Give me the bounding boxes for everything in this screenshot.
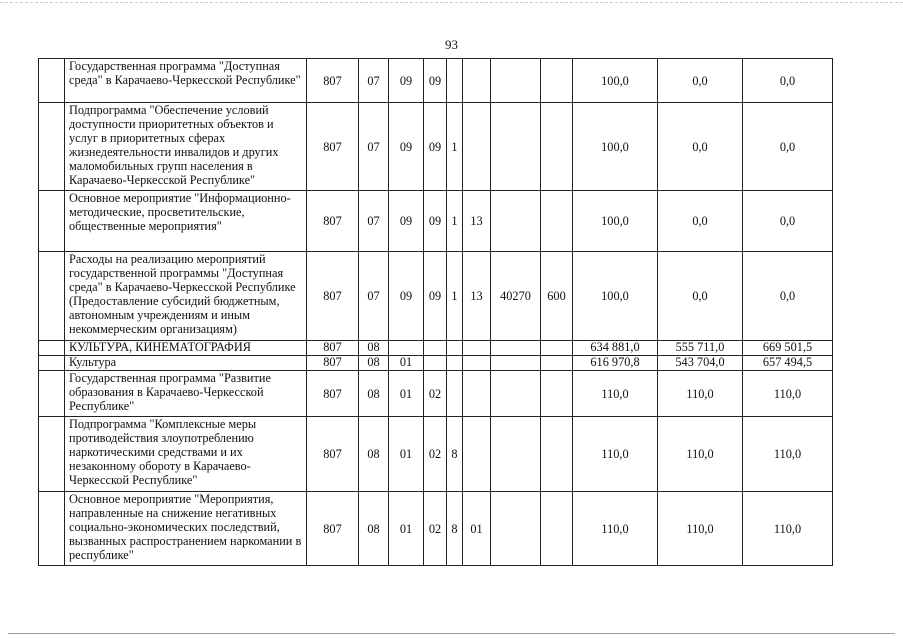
amount-year-3: 110,0 [743, 492, 833, 566]
program-code [424, 341, 447, 356]
subprogram-code [447, 59, 463, 103]
amount-year-2: 0,0 [658, 252, 743, 341]
amount-year-3: 0,0 [743, 252, 833, 341]
program-code: 02 [424, 371, 447, 417]
activity-code [463, 341, 491, 356]
subprogram-code: 1 [447, 252, 463, 341]
expense-direction-code [491, 356, 541, 371]
expense-direction-code [491, 492, 541, 566]
ministry-code: 807 [307, 103, 359, 191]
table-row [39, 341, 833, 356]
expense-type-code [541, 103, 573, 191]
section-code: 07 [359, 59, 389, 103]
subprogram-code: 1 [447, 191, 463, 252]
activity-code: 13 [463, 252, 491, 341]
table-row [39, 252, 833, 341]
amount-year-1: 634 881,0 [573, 341, 658, 356]
page-top-edge [0, 2, 903, 3]
subsection-code: 09 [389, 191, 424, 252]
item-name: Подпрограмма "Обеспечение условий доступности приоритетных объектов и услуг в приоритетных сферах жизнедеятельности инвалидов и других маломобильных групп населения в Карачаево-Черкесской Республике" [65, 103, 307, 191]
page-number: 93 [445, 37, 458, 52]
amount-year-2: 110,0 [658, 417, 743, 492]
row-index-cell [39, 191, 65, 252]
item-name: Подпрограмма "Комплексные меры противодействия злоупотреблению наркотическими средствами и их незаконному обороту в Карачаево-Черкесской Республике" [65, 417, 307, 492]
amount-year-3: 0,0 [743, 191, 833, 252]
table-row [39, 356, 833, 371]
ministry-code: 807 [307, 356, 359, 371]
amount-year-1: 100,0 [573, 191, 658, 252]
section-code: 08 [359, 371, 389, 417]
amount-year-2: 110,0 [658, 371, 743, 417]
program-code: 02 [424, 492, 447, 566]
subprogram-code: 8 [447, 492, 463, 566]
subsection-code: 01 [389, 492, 424, 566]
expense-direction-code [491, 417, 541, 492]
expense-type-code [541, 191, 573, 252]
expense-direction-code [491, 341, 541, 356]
amount-year-3: 0,0 [743, 59, 833, 103]
subsection-code: 01 [389, 356, 424, 371]
amount-year-1: 110,0 [573, 492, 658, 566]
item-name: Культура [65, 356, 307, 371]
subprogram-code [447, 356, 463, 371]
activity-code: 13 [463, 191, 491, 252]
program-code [424, 356, 447, 371]
item-name: Расходы на реализацию мероприятий государственной программы "Доступная среда" в Карачаево-Черкесской Республике (Предоставление субсидий бюджетным, автономным учреждениям и иным некоммерческим организациям) [65, 252, 307, 341]
expense-direction-code [491, 103, 541, 191]
program-code: 02 [424, 417, 447, 492]
expense-type-code [541, 356, 573, 371]
row-index-cell [39, 59, 65, 103]
row-index-cell [39, 492, 65, 566]
row-index-cell [39, 103, 65, 191]
row-index-cell [39, 252, 65, 341]
amount-year-2: 0,0 [658, 191, 743, 252]
amount-year-2: 0,0 [658, 103, 743, 191]
amount-year-1: 100,0 [573, 59, 658, 103]
row-index-cell [39, 371, 65, 417]
item-name: Основное мероприятие "Мероприятия, направленные на снижение негативных социально-экономических последствий, вызванных распространением наркомании в республике" [65, 492, 307, 566]
subsection-code: 09 [389, 59, 424, 103]
subsection-code: 01 [389, 417, 424, 492]
ministry-code: 807 [307, 59, 359, 103]
subprogram-code: 8 [447, 417, 463, 492]
ministry-code: 807 [307, 417, 359, 492]
activity-code [463, 356, 491, 371]
subsection-code: 01 [389, 371, 424, 417]
expense-type-code [541, 417, 573, 492]
subsection-code: 09 [389, 252, 424, 341]
section-code: 08 [359, 417, 389, 492]
section-code: 07 [359, 252, 389, 341]
amount-year-3: 657 494,5 [743, 356, 833, 371]
ministry-code: 807 [307, 492, 359, 566]
ministry-code: 807 [307, 191, 359, 252]
expense-direction-code [491, 59, 541, 103]
item-name: Основное мероприятие "Информационно-методические, просветительские, общественные мероприятия" [65, 191, 307, 252]
activity-code: 01 [463, 492, 491, 566]
page-bottom-edge [8, 633, 895, 634]
amount-year-3: 0,0 [743, 103, 833, 191]
section-code: 07 [359, 191, 389, 252]
amount-year-3: 110,0 [743, 417, 833, 492]
subsection-code: 09 [389, 103, 424, 191]
program-code: 09 [424, 103, 447, 191]
amount-year-1: 100,0 [573, 103, 658, 191]
subprogram-code [447, 371, 463, 417]
budget-table [38, 58, 833, 566]
section-code: 07 [359, 103, 389, 191]
section-code: 08 [359, 492, 389, 566]
expense-type-code [541, 341, 573, 356]
subprogram-code: 1 [447, 103, 463, 191]
amount-year-1: 110,0 [573, 417, 658, 492]
row-index-cell [39, 341, 65, 356]
table-row [39, 103, 833, 191]
expense-type-code [541, 492, 573, 566]
item-name: КУЛЬТУРА, КИНЕМАТОГРАФИЯ [65, 341, 307, 356]
ministry-code: 807 [307, 371, 359, 417]
activity-code [463, 59, 491, 103]
amount-year-2: 555 711,0 [658, 341, 743, 356]
ministry-code: 807 [307, 341, 359, 356]
item-name: Государственная программа "Развитие образования в Карачаево-Черкесской Республике" [65, 371, 307, 417]
ministry-code: 807 [307, 252, 359, 341]
program-code: 09 [424, 252, 447, 341]
table-row [39, 59, 833, 103]
activity-code [463, 371, 491, 417]
activity-code [463, 417, 491, 492]
item-name: Государственная программа "Доступная среда" в Карачаево-Черкесской Республике" [65, 59, 307, 103]
expense-direction-code [491, 191, 541, 252]
amount-year-3: 110,0 [743, 371, 833, 417]
table-row [39, 191, 833, 252]
row-index-cell [39, 417, 65, 492]
amount-year-2: 110,0 [658, 492, 743, 566]
table-row [39, 417, 833, 492]
program-code: 09 [424, 59, 447, 103]
activity-code [463, 103, 491, 191]
table-row [39, 371, 833, 417]
amount-year-3: 669 501,5 [743, 341, 833, 356]
expense-type-code: 600 [541, 252, 573, 341]
amount-year-2: 543 704,0 [658, 356, 743, 371]
section-code: 08 [359, 341, 389, 356]
row-index-cell [39, 356, 65, 371]
amount-year-1: 110,0 [573, 371, 658, 417]
amount-year-2: 0,0 [658, 59, 743, 103]
program-code: 09 [424, 191, 447, 252]
amount-year-1: 616 970,8 [573, 356, 658, 371]
section-code: 08 [359, 356, 389, 371]
amount-year-1: 100,0 [573, 252, 658, 341]
expense-type-code [541, 371, 573, 417]
subprogram-code [447, 341, 463, 356]
expense-direction-code: 40270 [491, 252, 541, 341]
expense-direction-code [491, 371, 541, 417]
subsection-code [389, 341, 424, 356]
expense-type-code [541, 59, 573, 103]
table-row [39, 492, 833, 566]
